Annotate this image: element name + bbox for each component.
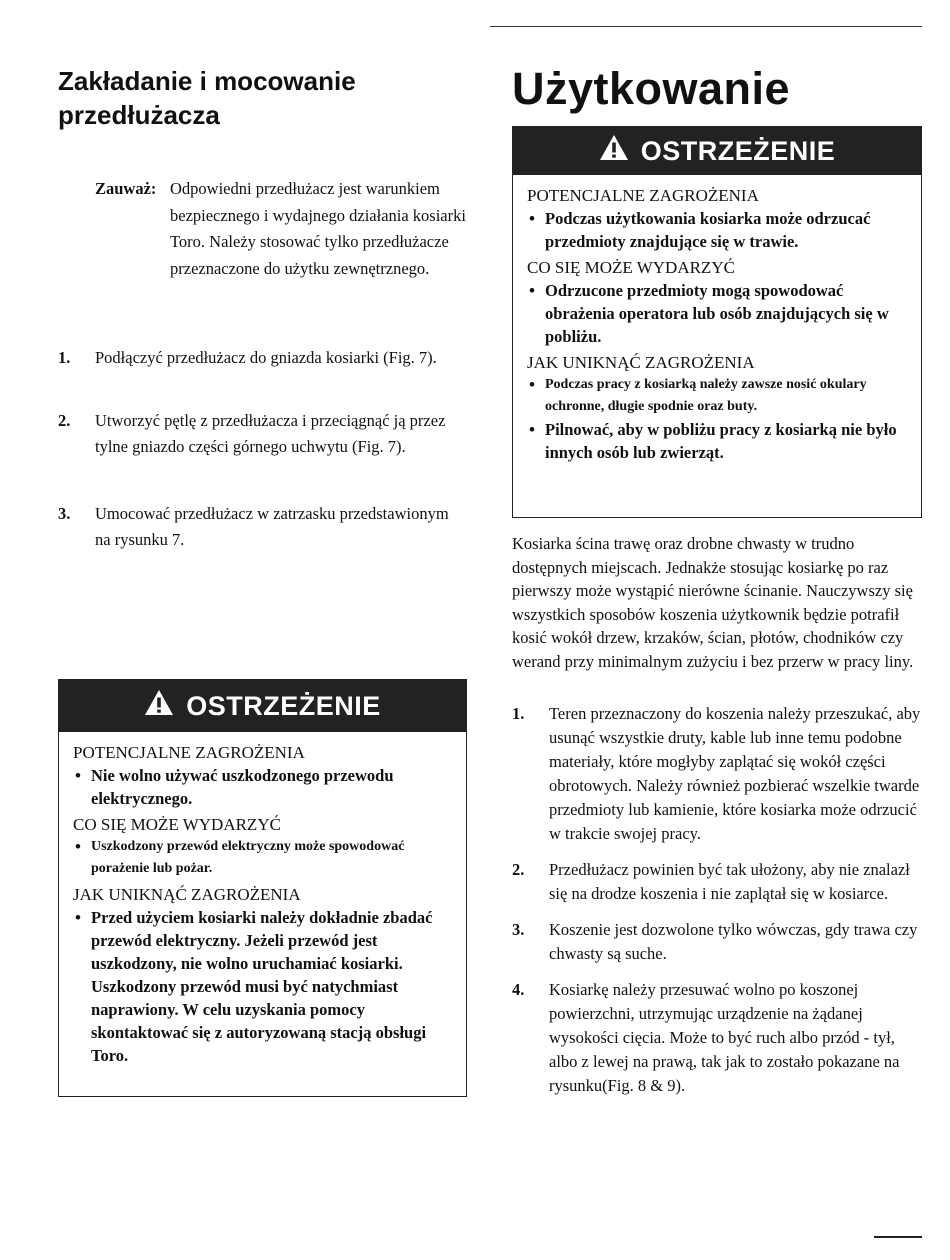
step-text: Podłączyć przedłużacz do gniazda kosiarki (Fig. 7).: [95, 348, 437, 367]
avoid-list: [73, 906, 452, 1067]
section-title-extension-cord: Zakładanie i mocowanie przedłużacza: [58, 66, 356, 130]
warning-triangle-icon: [144, 689, 174, 723]
warning-title: OSTRZEŻENIE: [186, 690, 381, 721]
warning-box-electrical: [58, 679, 467, 1097]
result-heading: CO SIĘ MOŻE WYDARZYĆ: [527, 258, 735, 277]
right-steps-list: [512, 702, 927, 1110]
result-heading: CO SIĘ MOŻE WYDARZYĆ: [73, 815, 281, 834]
avoid-heading: JAK UNIKNĄĆ ZAGROŻENIA: [73, 885, 301, 904]
list-item: [58, 345, 468, 372]
step-number: 4.: [512, 980, 525, 999]
step-number: 2.: [512, 860, 525, 879]
warning-box-projectiles: [512, 126, 922, 518]
step-text: Utworzyć pętlę z przedłużacza i przeciągnąć ją przez tylne gniazdo części górnego uchwytu (Fig. 7).: [95, 410, 446, 456]
result-list: [73, 836, 452, 880]
list-item: • Pilnować, aby w pobliżu pracy z kosiarką nie było innych osób lub zwierząt.: [527, 418, 907, 464]
note-text: Odpowiedni przedłużacz jest warunkiem bezpiecznego i wydajnego działania kosiarki Toro. Należy stosować tylko przedłużacze przeznaczone do użytku zewnętrznego.: [170, 179, 466, 278]
list-item: • Nie wolno używać uszkodzonego przewodu elektrycznego.: [73, 764, 452, 810]
section-title-operation: Użytkowanie: [512, 63, 791, 114]
hazard-heading: POTENCJALNE ZAGROŻENIA: [527, 186, 759, 205]
warning-body: [59, 732, 466, 1075]
result-list: [527, 279, 907, 348]
step-number: 1.: [58, 348, 71, 367]
hazard-list: [73, 764, 452, 810]
warning-title: OSTRZEŻENIE: [640, 135, 836, 166]
left-steps-list: [58, 345, 468, 554]
hazard-list: [527, 207, 907, 253]
note-label: Zauważ:: [95, 179, 157, 198]
list-item: • Podczas pracy z kosiarką należy zawsze nosić okulary ochronne, długie spodnie oraz buty.: [527, 374, 907, 418]
hazard-heading: POTENCJALNE ZAGROŻENIA: [73, 743, 305, 762]
note-block: [95, 176, 485, 282]
list-item: • Odrzucone przedmioty mogą spowodować obrażenia operatora lub osób znajdujących się w pobliżu.: [527, 279, 907, 348]
list-item: [512, 702, 927, 846]
step-number: 1.: [512, 704, 525, 723]
step-number: 3.: [512, 920, 525, 939]
step-text: Umocować przedłużacz w zatrzasku przedstawionym na rysunku 7.: [95, 503, 449, 549]
step-text: Koszenie jest dozwolone tylko wówczas, gdy trawa czy chwasty są suche.: [549, 920, 918, 963]
list-item: [512, 918, 927, 966]
list-item: [512, 858, 927, 906]
step-text: Kosiarkę należy przesuwać wolno po koszonej powierzchni, utrzymując urządzenie na żądanej wysokości cięcia. Może to być ruch albo przód - tył, albo z lewej na prawą, tak jak to zostało pokazane na rysunku(Fig. 8 & 9).: [549, 980, 900, 1095]
warning-header: [513, 127, 921, 175]
warning-body: [513, 175, 921, 472]
header-rule: [490, 26, 922, 27]
avoid-heading: JAK UNIKNĄĆ ZAGROŻENIA: [527, 353, 755, 372]
warning-triangle-icon: [599, 134, 629, 168]
list-item: • Podczas użytkowania kosiarka może odrzucać przedmioty znajdujące się w trawie.: [527, 207, 907, 253]
intro-paragraph: Kosiarka ścina trawę oraz drobne chwasty w trudno dostępnych miejscach. Jednakże stosując kosiarkę po raz pierwszy może wystąpić nierówne ścinanie. Nauczywszy się wszystkich sposobów koszenia użytkownik będzie potrafił kosić wokół drzew, krzaków, ścian, płotów, chodników czy werand przy minimalnym zużyciu i bez przerw w pracy liny.: [512, 534, 914, 671]
footer-rule: [874, 1236, 922, 1238]
warning-header: [59, 680, 466, 732]
list-item: • Przed użyciem kosiarki należy dokładnie zbadać przewód elektryczny. Jeżeli przewód jest uszkodzony, nie wolno uruchamiać kosiarki. Uszkodzony przewód musi być natychmiast naprawiony. W celu uzyskania pomocy skontaktować się z autoryzowaną stacją obsługi Toro.: [73, 906, 452, 1067]
step-number: 2.: [58, 410, 71, 430]
step-text: Przedłużacz powinien być tak ułożony, aby nie znalazł się na drodze koszenia i nie zaplątał się w kosiarce.: [549, 860, 910, 903]
step-number: 3.: [58, 503, 71, 523]
list-item: [512, 978, 927, 1098]
avoid-list: [527, 374, 907, 464]
list-item: [58, 501, 468, 554]
list-item: • Uszkodzony przewód elektryczny może spowodować porażenie lub pożar.: [73, 836, 452, 880]
list-item: [58, 408, 468, 461]
step-text: Teren przeznaczony do koszenia należy przeszukać, aby usunąć wszystkie druty, kable lub inne temu podobne materiały, które mogłyby zaplątać się wokół części obrotowych. Należy również pozbierać wszelkie twarde przedmioty lub kamienie, które kosiarka może odrzucić w trakcie swojej pracy.: [549, 704, 921, 843]
